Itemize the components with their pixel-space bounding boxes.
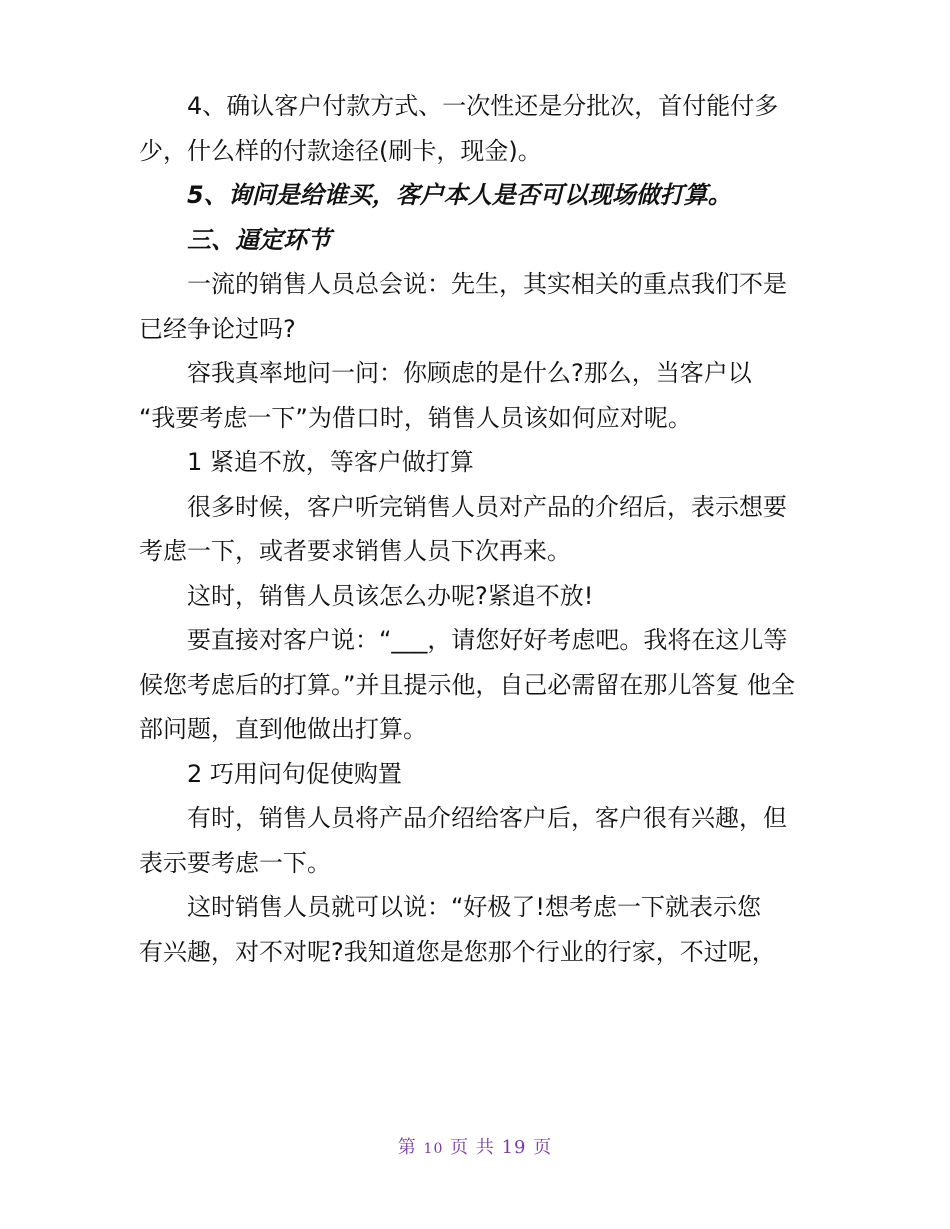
footer-prefix: 第 (397, 1137, 417, 1158)
paragraph-line: 有兴趣，对不对呢?我知道您是您那个行业的行家，不过呢， (139, 937, 776, 966)
paragraph-line: “我要考虑一下”为借口时，销售人员该如何应对呢。 (139, 403, 692, 432)
paragraph-line: 4、确认客户付款方式、一次性还是分批次，首付能付多 (187, 92, 779, 120)
page-footer (0, 1133, 950, 1159)
paragraph-line: 容我真率地问一问：你顾虑的是什么?那么，当客户以 (187, 359, 752, 387)
paragraph-line: 表示要考虑一下。 (139, 848, 331, 877)
paragraph-line: 候您考虑后的打算。”并且提示他，自己必需留在那儿答复 他全 (139, 670, 796, 699)
paragraph-line: 已经争论过吗? (139, 314, 296, 343)
paragraph-line: 要直接对客户说：“___，请您好好考虑吧。我将在这儿等 (187, 626, 788, 654)
paragraph-line: 部问题，直到他做出打算。 (139, 715, 427, 743)
paragraph-line: 考虑一下，或者要求销售人员下次再来。 (139, 537, 571, 565)
footer-suffix: 页 (533, 1137, 553, 1158)
paragraph-line: 很多时候，客户听完销售人员对产品的介绍后，表示想要 (187, 492, 787, 521)
subheading-line: 2 巧用问句促使购置 (187, 759, 402, 788)
footer-middle: 页 共 (450, 1137, 495, 1158)
paragraph-line: 一流的销售人员总会说：先生，其实相关的重点我们不是 (187, 270, 787, 298)
document-body (139, 84, 819, 974)
current-page-number: 10 (423, 1141, 444, 1157)
total-page-count: 19 (501, 1137, 527, 1158)
paragraph-line: 少，什么样的付款途径(刷卡，现金)。 (139, 136, 542, 165)
paragraph-line: 这时，销售人员该怎么办呢?紧追不放! (187, 581, 594, 610)
section-heading: 三、逼定环节 (187, 225, 331, 254)
bold-italic-line: 5、询问是给谁买，客户本人是否可以现场做打算。 (187, 181, 732, 209)
paragraph-line: 有时，销售人员将产品介绍给客户后，客户很有兴趣，但 (187, 804, 787, 832)
subheading-line: 1 紧追不放，等客户做打算 (187, 448, 474, 476)
paragraph-line: 这时销售人员就可以说：“好极了!想考虑一下就表示您 (187, 893, 762, 921)
